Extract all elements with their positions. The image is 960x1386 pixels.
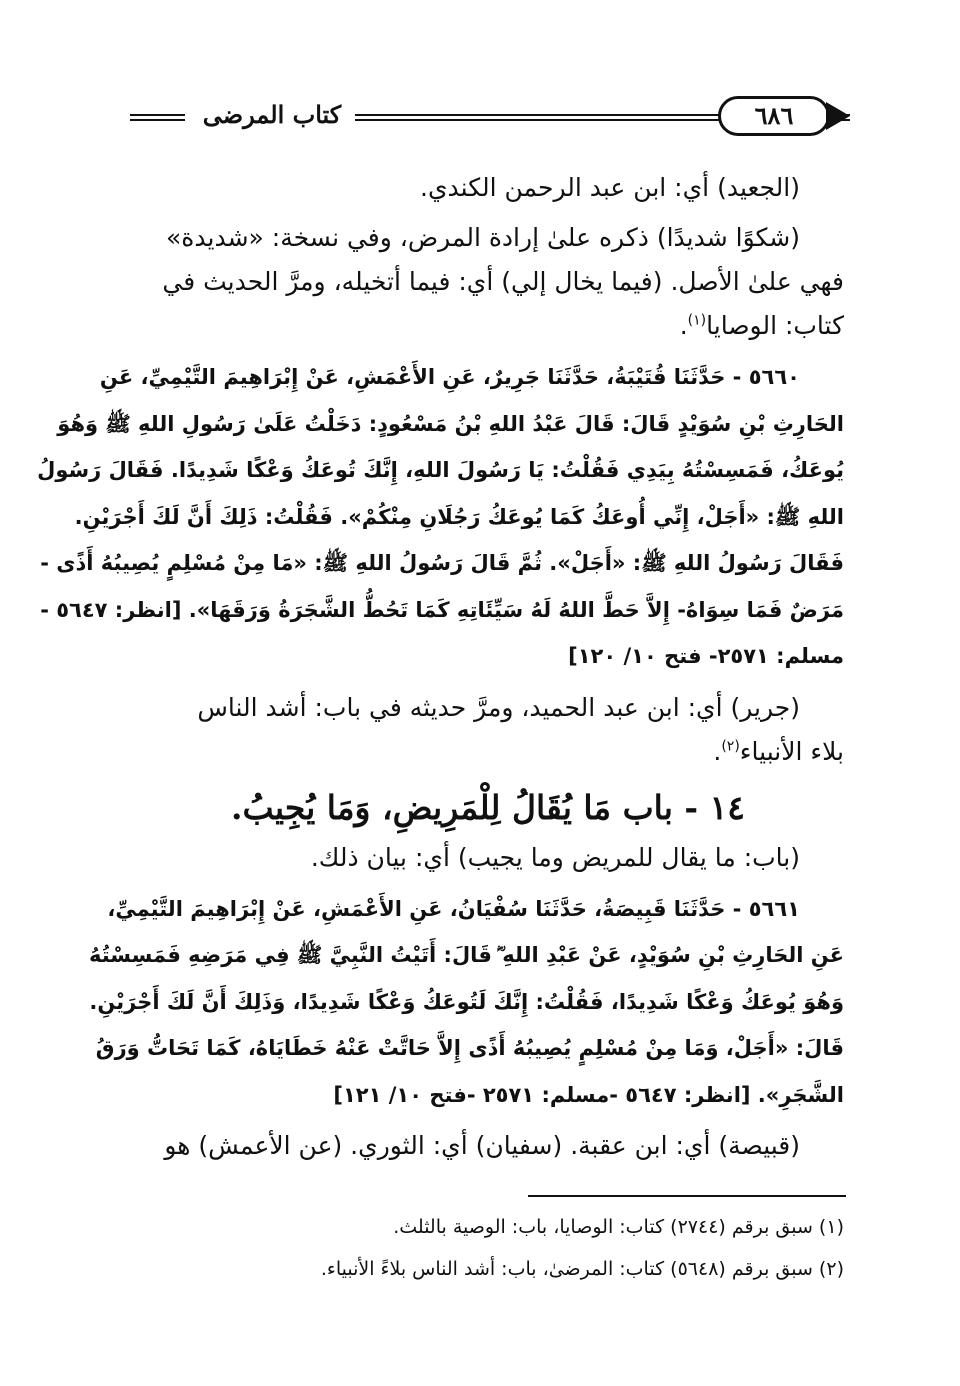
text-line [132, 730, 844, 774]
footnote: (٢) سبق برقم (٥٦٤٨) كتاب: المرضىٰ، باب: أشد الناس بلاءً الأنبياء. [320, 1258, 844, 1280]
text-line: (قبيصة) أي: ابن عقبة. (سفيان) أي: الثوري. (عن الأعمش) هو [164, 1131, 800, 1160]
footnotes [132, 1206, 844, 1290]
text-line [132, 304, 844, 348]
text-span: . [679, 311, 688, 340]
footnote: (١) سبق برقم (٢٧٤٤) كتاب: الوصايا، باب: الوصية بالثلث. [393, 1216, 844, 1238]
hadith-5660 [37, 354, 844, 680]
text-span: . [713, 736, 722, 766]
text-span: كتاب: الوصايا [706, 311, 844, 340]
header-rule-left [130, 114, 185, 121]
hadith-line: فَقَالَ رَسُولُ اللهِ ﷺ: «أَجَلْ». ثُمَّ قَالَ رَسُولُ اللهِ ﷺ: «مَا مِنْ مُسْلِمٍ يُصِيبُهُ أَذًى - [40, 551, 844, 575]
commentary-paragraph [132, 1124, 844, 1168]
hadith-line: وَهُوَ يُوعَكُ وَعْكًا شَدِيدًا، فَقُلْتُ: إِنَّكَ لَتُوعَكُ وَعْكًا شَدِيدًا، وَذَلِكَ أَنَّ لَكَ أَجْرَيْنِ. [89, 989, 844, 1014]
hadith-line: ٥٦٦١ - حَدَّثَنَا قَبِيصَةُ، حَدَّثَنَا سُفْيَانُ، عَنِ الأَعْمَشِ، عَنْ إِبْرَاهِيمَ التَّيْمِيِّ، [107, 896, 800, 921]
hadith-line: قَالَ: «أَجَلْ، وَمَا مِنْ مُسْلِمٍ يُصِيبُهُ أَذًى إِلاَّ حَاتَّتْ عَنْهُ خَطَايَاهُ، كَمَا تَحَاتُّ وَرَقُ [95, 1036, 844, 1060]
bab-heading: ١٤ - باب مَا يُقَالُ لِلْمَرِيضِ، وَمَا يُجِيبُ. [230, 787, 746, 827]
commentary-paragraph [132, 216, 844, 348]
hadith-line: اللهِ ﷺ: «أَجَلْ، إِنِّي أُوعَكُ كَمَا يُوعَكُ رَجُلَانِ مِنْكُمْ». فَقُلْتُ: ذَلِكَ أَنَّ لَكَ أَجْرَيْنِ. [74, 504, 844, 529]
page-badge-arrow-icon [826, 102, 850, 130]
hadith-5661 [89, 886, 844, 1119]
hadith-line: الحَارِثِ بْنِ سُوَيْدٍ قَالَ: قَالَ عَبْدُ اللهِ بْنُ مَسْعُودٍ: دَخَلْتُ عَلَىٰ رَسُولِ اللهِ ﷺ وَهُوَ [57, 411, 844, 436]
footnote-separator [528, 1195, 846, 1197]
text-line: (جرير) أي: ابن عبد الحميد، ومرَّ حديثه في باب: أشد الناس [197, 692, 800, 722]
text-line: فهي علىٰ الأصل. (فيما يخال إلي) أي: فيما أتخيله، ومرَّ الحديث في [162, 267, 844, 296]
text-line: (باب: ما يقال للمريض وما يجيب) أي: بيان ذلك. [310, 842, 800, 872]
text-span: بلاء الأنبياء [739, 736, 844, 766]
hadith-line: عَنِ الحَارِثِ بْنِ سُوَيْدٍ، عَنْ عَبْدِ اللهِ ؓ قَالَ: أَتَيْتُ النَّبِيَّ ﷺ فِي مَرَضِهِ فَمَسِسْتُهُ [89, 943, 844, 967]
footnote-ref: (١) [687, 312, 707, 329]
hadith-line: يُوعَكُ، فَمَسِسْتُهُ بِيَدِي فَقُلْتُ: يَا رَسُولَ اللهِ، إِنَّكَ تُوعَكُ وَعْكًا شَدِيدًا. فَقَالَ رَسُولُ [37, 458, 844, 482]
hadith-line: مسلم: ٢٥٧١- فتح ١٠/ ١٢٠] [568, 644, 844, 668]
hadith-line: الشَّجَرِ». [انظر: ٥٦٤٧ -مسلم: ٢٥٧١ -فتح ١٠/ ١٢١] [333, 1082, 844, 1107]
chapter-title: كتاب المرضى [202, 100, 342, 129]
page-body [37, 166, 844, 1174]
page-header [130, 96, 850, 140]
page-number: ٦٨٦ [718, 96, 830, 136]
hadith-line: ٥٦٦٠ - حَدَّثَنَا قُتَيْبَةُ، حَدَّثَنَا جَرِيرٌ، عَنِ الأَعْمَشِ، عَنْ إِبْرَاهِيمَ التَّيْمِيِّ، عَنِ [99, 365, 800, 389]
commentary-paragraph [132, 686, 844, 774]
text-line: (الجعيد) أي: ابن عبد الرحمن الكندي. [420, 173, 800, 202]
commentary-paragraph [132, 836, 844, 880]
footnote-ref: (٢) [721, 738, 740, 755]
hadith-line: مَرَضٌ فَمَا سِوَاهُ- إِلاَّ حَطَّ اللهُ لَهُ سَيِّئَاتِهِ كَمَا تَحُطُّ الشَّجَرَةُ وَرَقَهَا». [انظر: ٥٦٤٧ - [40, 597, 844, 622]
commentary-paragraph [132, 166, 844, 210]
text-line: (شكوًا شديدًا) ذكره علىٰ إرادة المرض، وفي نسخة: «شديدة» [166, 223, 800, 252]
